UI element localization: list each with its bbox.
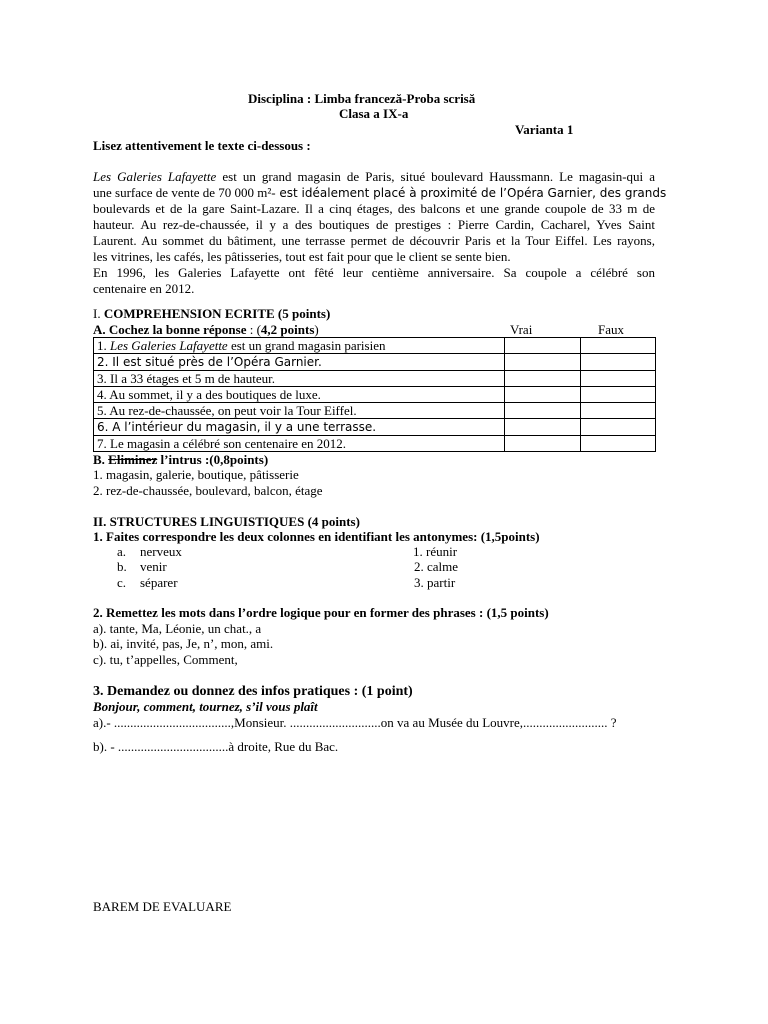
- table-row: [94, 354, 656, 371]
- intrus-item: 2. rez-de-chaussée, boulevard, balcon, étage: [93, 483, 323, 498]
- statement-cell: [94, 387, 505, 403]
- answer-cell-true[interactable]: [504, 419, 581, 436]
- left-item-word: séparer: [140, 575, 178, 590]
- text-segment: une surface de vente de 70 000 m²-: [93, 185, 276, 200]
- answer-cell-false[interactable]: [581, 371, 656, 387]
- section1-title: [93, 306, 330, 322]
- answer-cell-true[interactable]: [504, 436, 581, 452]
- partA-points: 4,2 points: [260, 322, 315, 337]
- left-item-letter: a.: [117, 544, 127, 559]
- reading-instruction: Lisez attentivement le texte ci-dessous :: [93, 138, 311, 153]
- word-order-item: c). tu, t’appelles, Comment,: [93, 652, 238, 667]
- word-bank: Bonjour, comment, tournez, s’il vous plaît: [93, 699, 318, 714]
- table-row: [94, 338, 656, 354]
- text-segment: B.: [93, 452, 109, 467]
- statement-cell: [94, 436, 505, 452]
- word-order-item: a). tante, Ma, Léonie, un chat., a: [93, 621, 262, 636]
- text-segment: ): [314, 322, 319, 337]
- answer-cell-false[interactable]: [581, 436, 656, 452]
- statement-text: 4. Au sommet, il y a des boutiques de luxe.: [97, 387, 321, 402]
- left-item-word: nerveux: [140, 544, 182, 559]
- left-item-letter: b.: [117, 559, 127, 574]
- text-line: boulevards et de la gare Saint-Lazare. Il a cinq étages, des balcons et une grande coupole de 33 m de: [93, 201, 655, 216]
- matching-question: 1. Faites correspondre les deux colonnes en identifiant les antonymes: (1,5points): [93, 529, 540, 544]
- word-order-item: b). ai, invité, pas, Je, n’, mon, ami.: [93, 636, 274, 651]
- answer-cell-true[interactable]: [504, 371, 581, 387]
- text-line: hauteur. Au rez-de-chaussée, il y a des boutiques de prestiges : Pierre Cardin, Cacharel, Yves Saint: [93, 217, 655, 232]
- barem-heading: BAREM DE EVALUARE: [93, 899, 232, 914]
- answer-cell-false[interactable]: [581, 354, 656, 371]
- left-item-word: venir: [140, 559, 167, 574]
- text-line: En 1996, les Galeries Lafayette ont fêté leur centième anniversaire. Sa coupole a célébré son: [93, 265, 655, 280]
- section-heading: COMPREHENSION ECRITE (5 points): [100, 306, 331, 321]
- answer-cell-false[interactable]: [581, 387, 656, 403]
- statement-text: 3. Il a 33 étages et 5 m de hauteur.: [97, 371, 275, 386]
- partA-instruction: [93, 322, 319, 338]
- statement-cell: [94, 419, 505, 436]
- text-segment: : (: [246, 322, 261, 337]
- answer-cell-false[interactable]: [581, 419, 656, 436]
- answer-cell-true[interactable]: [504, 387, 581, 403]
- strikethrough-word: Eliminez: [108, 452, 158, 467]
- table-row: [94, 387, 656, 403]
- statement-cell: [94, 354, 505, 371]
- statement-cell: [94, 403, 505, 419]
- statement-text: 2. Il est situé près de l’Opéra Garnier.: [97, 355, 322, 369]
- text-segment: est idéalement placé à proximité de l’Opéra Garnier, des grands: [275, 186, 667, 200]
- statement-text: est un grand magasin parisien: [227, 338, 386, 353]
- text-segment: l’intrus :(0,8points): [157, 452, 269, 467]
- right-item: 1. réunir: [413, 544, 458, 559]
- store-name: Les Galeries Lafayette: [93, 169, 217, 184]
- statement-text: 5. Au rez-de-chaussée, on peut voir la Tour Eiffel.: [97, 403, 357, 418]
- dialogue-line-a: a).- ....................................,Monsieur. ............................on va au Musée du Louvre,.......................... ?: [93, 715, 617, 730]
- true-false-table: [93, 337, 656, 452]
- text-line: centenaire en 2012.: [93, 281, 195, 296]
- statement-cell: [94, 338, 505, 354]
- statement-text: 7. Le magasin a célébré son centenaire en 2012.: [97, 436, 347, 451]
- column-true-header: Vrai: [510, 322, 533, 337]
- table-row: [94, 371, 656, 387]
- discipline-title: Disciplina : Limba franceză-Proba scrisă: [248, 91, 476, 106]
- text-line: [93, 185, 667, 201]
- table-row: [94, 436, 656, 452]
- table-row: [94, 403, 656, 419]
- text-line: Laurent. Au sommet du bâtiment, une terrasse permet de découvrir Paris et la Tour Eiffel. Les rayons,: [93, 233, 655, 248]
- word-order-question: 2. Remettez les mots dans l’ordre logique pour en former des phrases : (1,5 points): [93, 605, 549, 620]
- text-line: [93, 169, 655, 185]
- statement-number: 1.: [97, 338, 110, 353]
- section-number: I.: [93, 306, 101, 321]
- text-line: les vitrines, les cafés, les pâtisseries, tout est fait pour que le client se sente bien.: [93, 249, 511, 264]
- practical-info-question: 3. Demandez ou donnez des infos pratiques : (1 point): [93, 684, 413, 699]
- table-row: [94, 419, 656, 436]
- statement-text: 6. A l’intérieur du magasin, il y a une terrasse.: [97, 420, 377, 434]
- reading-text: [93, 169, 667, 297]
- answer-cell-true[interactable]: [504, 403, 581, 419]
- column-false-header: Faux: [598, 322, 624, 337]
- answer-cell-false[interactable]: [581, 403, 656, 419]
- answer-cell-true[interactable]: [504, 338, 581, 354]
- class-title: Clasa a IX-a: [339, 106, 409, 121]
- text-segment: est un grand magasin de Paris, situé boulevard Haussmann. Le magasin-qui a: [216, 169, 655, 184]
- right-item: 3. partir: [414, 575, 456, 590]
- section2-title: II. STRUCTURES LINGUISTIQUES (4 points): [93, 514, 360, 529]
- answer-cell-true[interactable]: [504, 354, 581, 371]
- partB-instruction: [93, 452, 268, 468]
- dialogue-line-b: b). - ..................................à droite, Rue du Bac.: [93, 739, 339, 754]
- variant-label: Varianta 1: [515, 122, 574, 137]
- statement-cell: [94, 371, 505, 387]
- answer-cell-false[interactable]: [581, 338, 656, 354]
- left-item-letter: c.: [117, 575, 127, 590]
- intrus-item: 1. magasin, galerie, boutique, pâtisserie: [93, 467, 299, 482]
- store-name: Les Galeries Lafayette: [110, 338, 228, 353]
- partA-label: A. Cochez la bonne réponse: [93, 322, 247, 337]
- right-item: 2. calme: [414, 559, 459, 574]
